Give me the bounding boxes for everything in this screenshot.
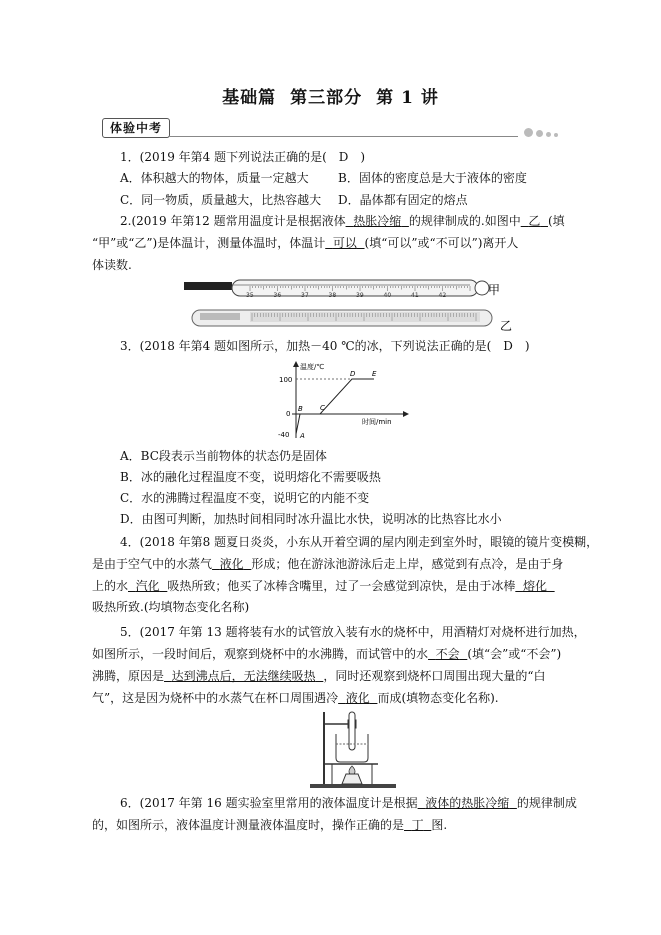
q4-line-3: 上的水 汽化 吸热所致；他买了冰棒含嘴里，过了一会感觉到凉快，是由于冰棒 熔化 xyxy=(92,576,555,596)
q2-line-3: 体读数. xyxy=(92,258,132,272)
answer-blank: 熔化 xyxy=(522,579,547,593)
decorative-dots-icon xyxy=(521,122,558,141)
q3-stem: 3．(2018 年第4 题如图所示，加热－40 ℃的冰，下列说法正确的是( D ) xyxy=(120,339,530,353)
point-e: E xyxy=(372,370,377,378)
label-jia: 甲 xyxy=(488,283,501,297)
point-c: C xyxy=(320,404,325,412)
answer-blank: 不会 xyxy=(435,647,460,661)
page-title xyxy=(0,83,661,108)
q6-line-1: 6．(2017 年第 16 题实验室里常用的液体温度计是根据 液体的热胀冷缩 的规律制成 xyxy=(120,796,577,810)
q1-stem: 1．(2019 年第4 题下列说法正确的是( D ) xyxy=(120,150,366,164)
scale-label-41: 41 xyxy=(411,292,419,299)
y-tick-0: 0 xyxy=(286,410,291,418)
scale-label-38: 38 xyxy=(328,292,337,299)
title-part-3: 第 1 讲 xyxy=(376,88,439,108)
scale-label-39: 39 xyxy=(356,292,364,299)
q3-option-c: C．水的沸腾过程温度不变，说明它的内能不变 xyxy=(120,491,370,505)
q3-option-a: A．BC段表示当前物体的状态仍是固体 xyxy=(120,449,327,463)
answer-blank: 丁 xyxy=(411,818,424,832)
q5-line-3: 沸腾，原因是 达到沸点后，无法继续吸热 ，同时还观察到烧杯口周围出现大量的“白 xyxy=(92,669,546,683)
q3-option-d: D．由图可判断，加热时间相同时冰升温比水快，说明冰的比热容比水小 xyxy=(120,512,502,526)
q1-option-b: B．固体的密度总是大于液体的密度 xyxy=(338,171,527,185)
label-yi: 乙 xyxy=(500,319,513,333)
answer-blank: 可以 xyxy=(332,236,357,250)
q6-line-2: 的，如图所示，液体温度计测量液体温度时，操作正确的是 丁 图. xyxy=(92,818,448,832)
q1-option-d: D．晶体都有固定的熔点 xyxy=(338,193,468,207)
q5-line-2: 如图所示，一段时间后，观察到烧杯中的水沸腾，而试管中的水 不会 (填“会”或“不会”) xyxy=(92,647,562,661)
x-axis-label: 时间/min xyxy=(362,418,392,426)
answer-blank: 热胀冷缩 xyxy=(353,214,402,228)
y-tick-neg40: -40 xyxy=(278,431,290,439)
q5-line-1: 5．(2017 年第 13 题将装有水的试管放入装有水的烧杯中，用酒精灯对烧杯进行加热， xyxy=(120,625,586,639)
thermometer-yi xyxy=(192,310,492,326)
heating-curve-graph xyxy=(270,358,410,444)
y-tick-100: 100 xyxy=(279,376,293,384)
q3-option-b: B．冰的融化过程温度不变，说明熔化不需要吸热 xyxy=(120,470,381,484)
q4-line-2: 是由于空气中的水蒸气 液化 形成；他在游泳池游泳后走上岸，感觉到有点冷，是由于身 xyxy=(92,557,564,571)
q1-option-a: A．体积越大的物体，质量一定越大 xyxy=(120,171,309,185)
q1-option-c: C．同一物质，质量越大，比热容越大 xyxy=(120,193,322,207)
title-part-2: 第三部分 xyxy=(290,88,363,108)
scale-label-40: 40 xyxy=(383,292,392,299)
scale-label-42: 42 xyxy=(438,292,447,299)
q2-line-2: “甲”或“乙”)是体温计，测量体温时，体温计 可以 (填“可以”或“不可以”)离开人 xyxy=(92,236,519,250)
answer-blank: 液化 xyxy=(345,691,370,705)
section-label: 体验中考 xyxy=(102,118,170,138)
answer-blank: 乙 xyxy=(528,214,541,228)
point-a: A xyxy=(300,432,305,440)
point-b: B xyxy=(298,405,303,413)
thermometer-figure xyxy=(180,276,520,334)
point-d: D xyxy=(350,370,356,378)
scale-label-36: 36 xyxy=(273,292,282,299)
answer-blank: 液体的热胀冷缩 xyxy=(425,796,510,810)
answer-blank: 汽化 xyxy=(135,579,160,593)
y-axis-label: 温度/℃ xyxy=(300,363,325,371)
banner-rule xyxy=(168,136,518,137)
q4-line-4: 吸热所致.(均填物态变化名称) xyxy=(92,600,250,614)
title-part-1: 基础篇 xyxy=(222,88,277,108)
q5-line-4: 气”，这是因为烧杯中的水蒸气在杯口周围遇冷 液化 而成(填物态变化名称). xyxy=(92,691,499,705)
q4-line-1: 4．(2018 年第8 题夏日炎炎，小东从开着空调的屋内刚走到室外时，眼镜的镜片变模糊， xyxy=(120,535,599,549)
scale-label-35: 35 xyxy=(246,292,254,299)
q2-line-1: 2.(2019 年第12 题常用温度计是根据液体 热胀冷缩 的规律制成的.如图中 乙 (填 xyxy=(120,214,565,228)
answer-blank: 达到沸点后，无法继续吸热 xyxy=(171,669,316,683)
heating-apparatus-figure xyxy=(308,708,398,790)
section-banner xyxy=(96,118,558,140)
scale-label-37: 37 xyxy=(301,292,309,299)
answer-blank: 液化 xyxy=(219,557,244,571)
